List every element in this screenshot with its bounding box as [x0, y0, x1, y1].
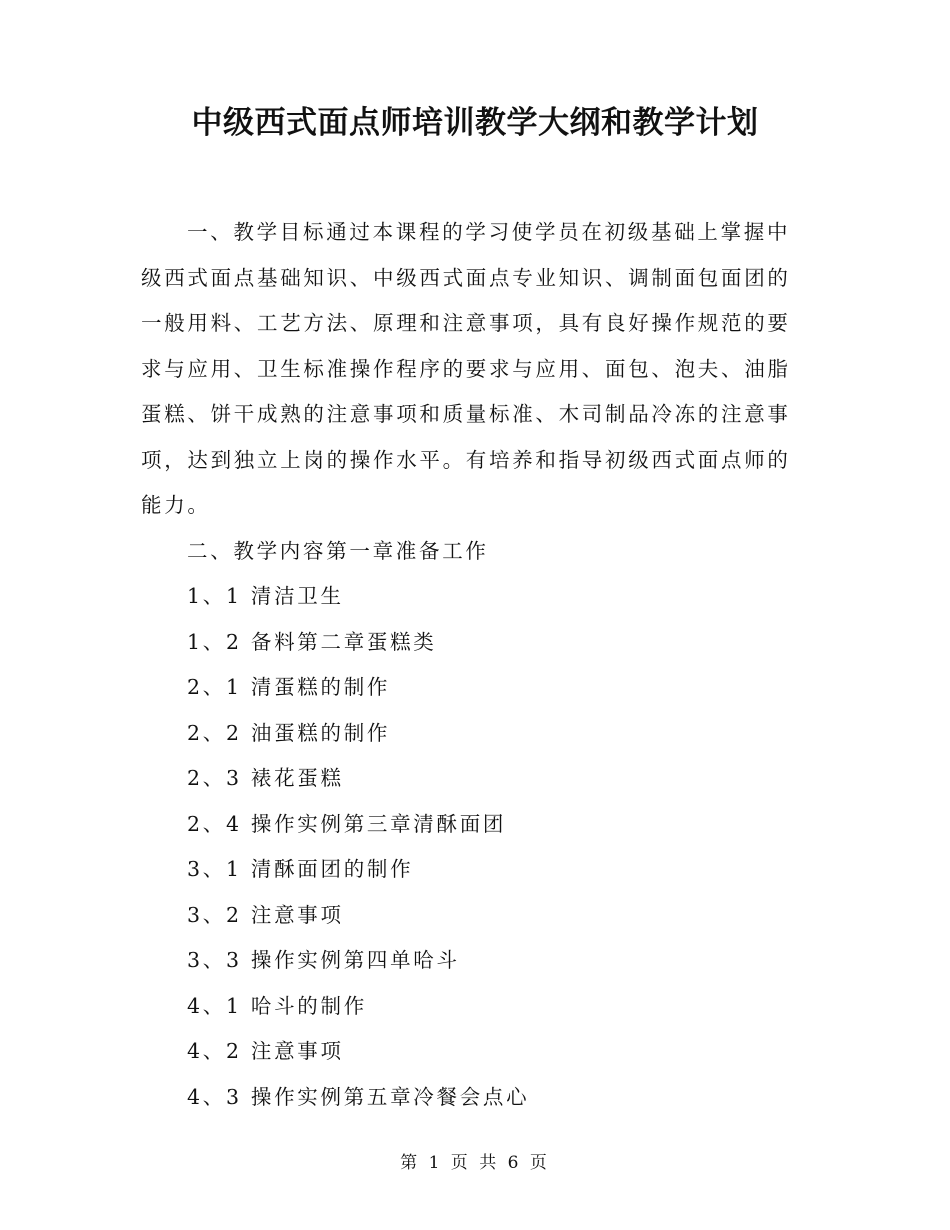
intro-paragraph: 一、教学目标通过本课程的学习使学员在初级基础上掌握中级西式面点基础知识、中级西式面点专业知识、调制面包面团的一般用料、工艺方法、原理和注意事项，具有良好操作规范的要求与应用、卫生标准操作程序的要求与应用、面包、泡夫、油脂蛋糕、饼干成熟的注意事项和质量标准、木司制品冷冻的注意事项，达到独立上岗的操作水平。有培养和指导初级西式面点师的能力。 — [141, 220, 791, 517]
outline-item: 2、1 清蛋糕的制作 — [187, 675, 391, 699]
document-title: 中级西式面点师培训教学大纲和教学计划 — [191, 105, 759, 141]
document-body — [141, 210, 806, 1120]
outline-item: 4、2 注意事项 — [187, 1039, 344, 1063]
outline-item: 3、1 清酥面团的制作 — [187, 857, 414, 881]
outline-item: 2、4 操作实例第三章清酥面团 — [187, 811, 507, 836]
outline-item: 2、3 裱花蛋糕 — [187, 766, 344, 790]
outline-item: 4、3 操作实例第五章冷餐会点心 — [187, 1084, 530, 1109]
page-footer: 第 1 页 共 6 页 — [400, 1153, 550, 1173]
outline-item: 2、2 油蛋糕的制作 — [187, 720, 391, 745]
outline-item: 1、1 清洁卫生 — [187, 584, 344, 608]
outline-item: 3、3 操作实例第四单哈斗 — [187, 948, 460, 972]
outline-item: 3、2 注意事项 — [187, 902, 344, 927]
outline-item: 1、2 备料第二章蛋糕类 — [187, 629, 437, 654]
outline-item: 二、教学内容第一章准备工作 — [187, 538, 489, 563]
outline-item: 4、1 哈斗的制作 — [187, 993, 367, 1018]
